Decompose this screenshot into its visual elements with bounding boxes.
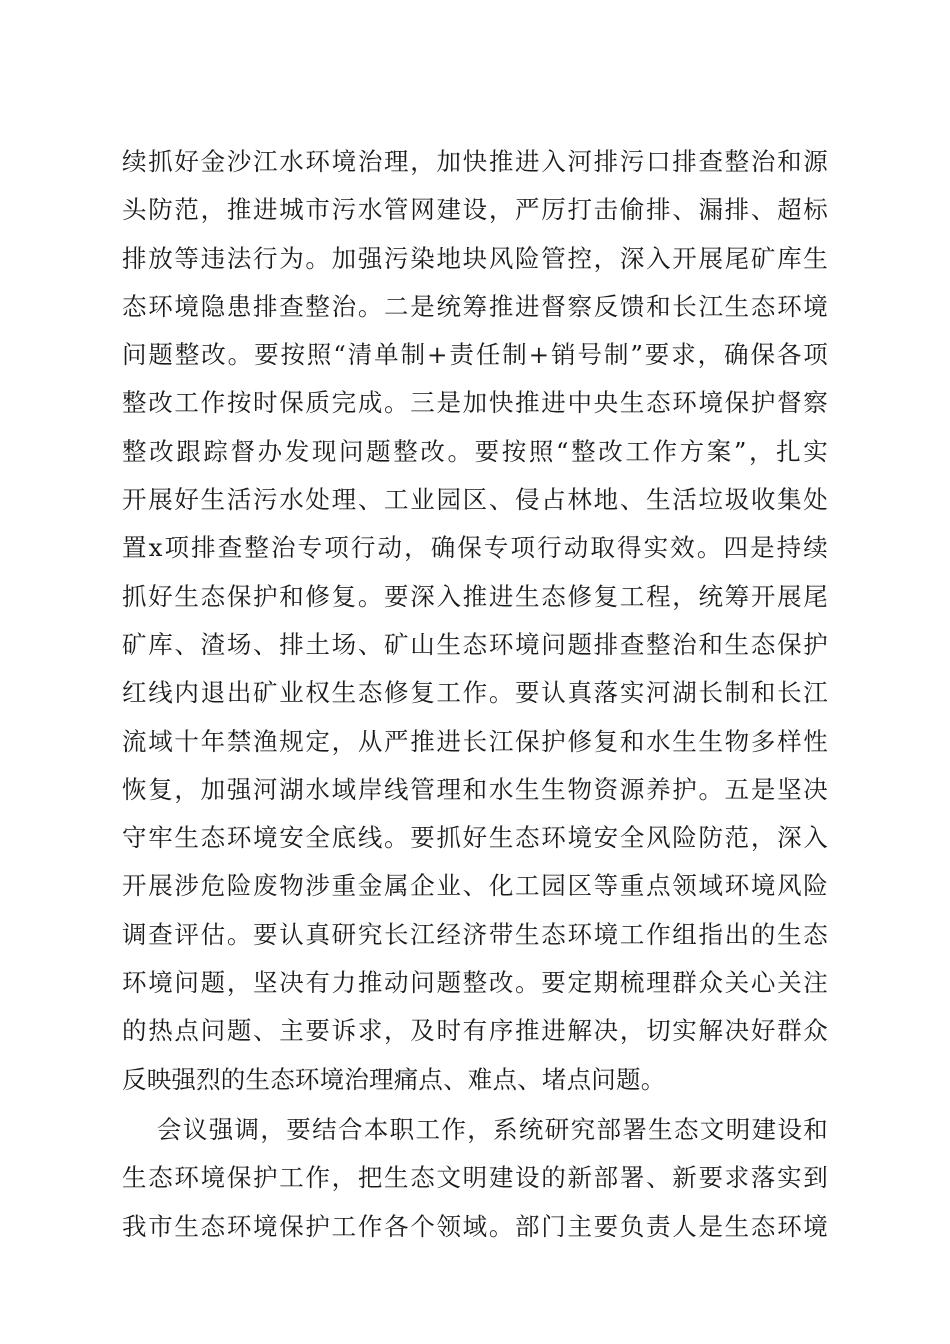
text-line: 流域十年禁渔规定，从严推进长江保护修复和水生生物多样性	[122, 726, 828, 756]
text-line: 恢复，加强河湖水域岸线管理和水生生物资源养护。五是坚决	[122, 774, 828, 804]
text-line: 排放等违法行为。加强污染地块风险管控，深入开展尾矿库生	[122, 243, 828, 273]
text-line: 会议强调，要结合本职工作，系统研究部署生态文明建设和	[157, 1114, 828, 1144]
text-line: 抓好生态保护和修复。要深入推进生态修复工程，统筹开展尾	[122, 581, 828, 611]
text-line: 红线内退出矿业权生态修复工作。要认真落实河湖长制和长江	[122, 678, 828, 708]
text-line: 守牢生态环境安全底线。要抓好生态环境安全风险防范，深入	[122, 823, 828, 853]
text-line: 问题整改。要按照“清单制+责任制+销号制”要求，确保各项	[122, 340, 828, 370]
text-line: 的热点问题、主要诉求，及时有序推进解决，切实解决好群众	[122, 1016, 828, 1046]
body-text	[122, 138, 828, 1251]
text-line: 头防范，推进城市污水管网建设，严厉打击偷排、漏排、超标	[122, 195, 828, 225]
text-line: 态环境隐患排查整治。二是统筹推进督察反馈和长江生态环境	[122, 291, 828, 321]
text-line: 开展涉危险废物涉重金属企业、化工园区等重点领域环境风险	[122, 871, 828, 901]
text-line: 整改跟踪督办发现问题整改。要按照“整改工作方案”，扎实	[122, 436, 828, 466]
text-line: 矿库、渣场、排土场、矿山生态环境问题排查整治和生态保护	[122, 629, 828, 659]
text-line: 续抓好金沙江水环境治理，加快推进入河排污口排查整治和源	[122, 147, 828, 176]
text-line: 整改工作按时保质完成。三是加快推进中央生态环境保护督察	[122, 388, 828, 418]
text-line: 置x项排查整治专项行动，确保专项行动取得实效。四是持续	[122, 533, 828, 563]
paragraph-1	[122, 138, 828, 1104]
text-line: 环境问题，坚决有力推动问题整改。要定期梳理群众关心关注	[122, 968, 828, 998]
text-line: 反映强烈的生态环境治理痛点、难点、堵点问题。	[122, 1064, 666, 1094]
text-line: 生态环境保护工作，把生态文明建设的新部署、新要求落实到	[122, 1163, 828, 1193]
paragraph-2	[122, 1106, 828, 1251]
text-line: 开展好生活污水处理、工业园区、侵占林地、生活垃圾收集处	[122, 485, 828, 515]
text-line: 调查评估。要认真研究长江经济带生态环境工作组指出的生态	[122, 919, 828, 949]
text-line: 我市生态环境保护工作各个领域。部门主要负责人是生态环境	[122, 1211, 828, 1241]
